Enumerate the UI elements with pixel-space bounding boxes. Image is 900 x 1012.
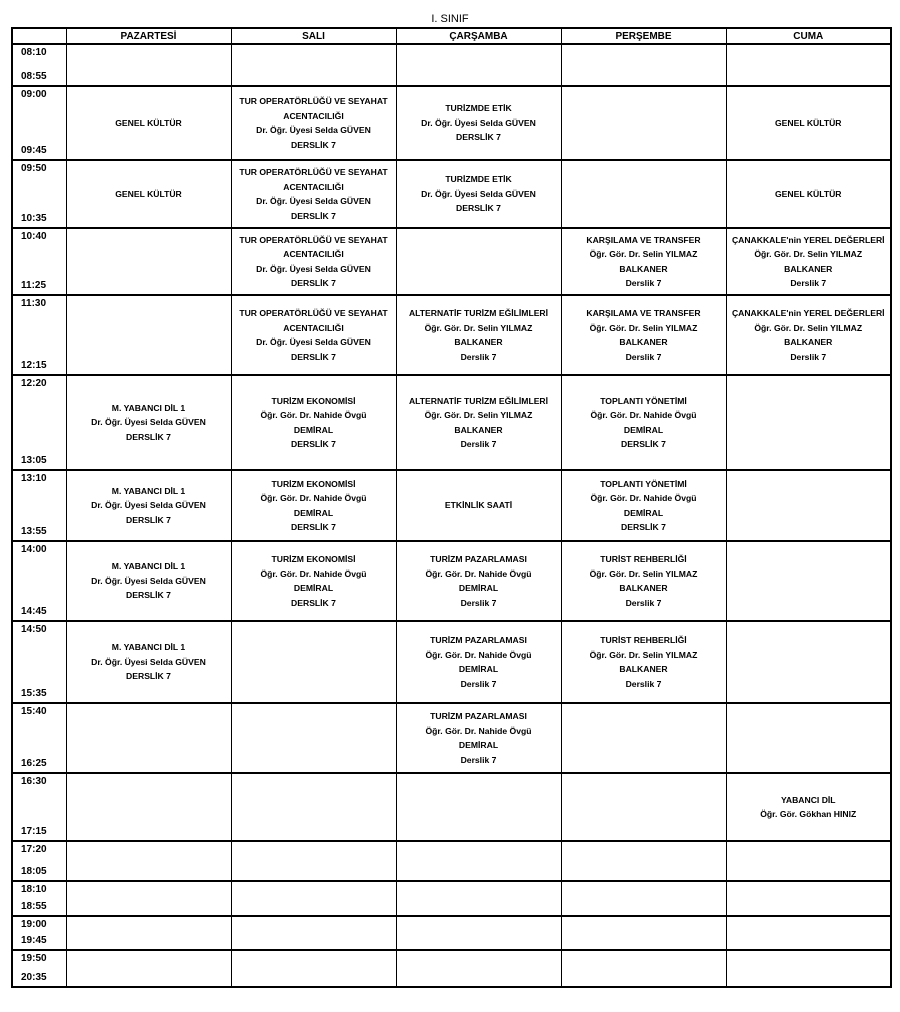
course-name: TURİST REHBERLİĞİ (600, 635, 687, 645)
time-slot (12, 160, 66, 228)
course-cell (561, 295, 726, 375)
course-cell (396, 86, 561, 160)
day-header: PERŞEMBE (561, 28, 726, 44)
course-name: ALTERNATİF TURİZM EĞİLİMLERİ (408, 308, 549, 318)
course-detail: DERSLİK 7 (126, 431, 171, 442)
slot-end-time: 14:45 (21, 606, 47, 617)
course-detail: DERSLİK 7 (291, 522, 336, 532)
slot-start-time: 18:10 (21, 884, 47, 895)
course-detail: Öğr. Gör. Dr. Selin YILMAZ (424, 410, 533, 420)
course-detail: ACENTACILIĞI (283, 181, 344, 192)
course-cell (231, 295, 396, 375)
table-row (12, 228, 891, 295)
time-slot (12, 541, 66, 621)
table-row (12, 916, 891, 950)
slot-start-time: 16:30 (21, 776, 47, 787)
course-name: TUR OPERATÖRLÜĞÜ VE SEYAHAT (239, 167, 388, 177)
slot-end-time: 18:05 (21, 866, 47, 877)
course-cell (396, 375, 561, 470)
course-cell (561, 375, 726, 470)
table-row (12, 703, 891, 773)
table-row (12, 160, 891, 228)
course-cell (66, 160, 231, 228)
course-name: ÇANAKKALE'nin YEREL DEĞERLERİ (731, 308, 885, 318)
time-column-header (12, 28, 66, 44)
course-name: ALTERNATİF TURİZM EĞİLİMLERİ (408, 395, 549, 406)
empty-cell (66, 950, 231, 987)
empty-cell (231, 773, 396, 841)
empty-cell (726, 470, 891, 541)
course-cell (231, 228, 396, 295)
course-detail: Dr. Öğr. Üyesi Selda GÜVEN (421, 188, 536, 199)
empty-cell (561, 86, 726, 160)
empty-cell (231, 44, 396, 86)
empty-cell (396, 773, 561, 841)
course-detail: Derslik 7 (790, 351, 827, 362)
empty-cell (726, 841, 891, 881)
course-detail: BALKANER (454, 424, 503, 435)
course-detail: BALKANER (619, 263, 668, 274)
time-slot (12, 44, 66, 86)
empty-cell (561, 703, 726, 773)
empty-cell (66, 916, 231, 950)
slot-start-time: 13:10 (21, 473, 47, 484)
course-cell (66, 375, 231, 470)
course-cell (726, 773, 891, 841)
course-detail: BALKANER (454, 337, 503, 347)
course-detail: DERSLİK 7 (126, 671, 171, 682)
empty-cell (66, 44, 231, 86)
course-name: TURİZM EKONOMİSİ (271, 554, 356, 564)
time-slot (12, 881, 66, 916)
time-slot (12, 950, 66, 987)
course-cell (726, 160, 891, 228)
course-name: TOPLANTI YÖNETİMİ (600, 478, 687, 489)
empty-cell (726, 703, 891, 773)
empty-cell (231, 916, 396, 950)
course-detail: Derslik 7 (460, 597, 497, 608)
slot-end-time: 08:55 (21, 71, 47, 82)
course-name: TURİZM PAZARLAMASI (430, 635, 527, 645)
time-slot (12, 916, 66, 950)
course-detail: Derslik 7 (625, 678, 662, 689)
course-detail: Derslik 7 (460, 678, 497, 689)
course-cell (396, 160, 561, 228)
header-row (12, 28, 891, 44)
empty-cell (561, 916, 726, 950)
empty-cell (66, 295, 231, 375)
course-detail: DERSLİK 7 (291, 597, 336, 608)
course-detail: DEMİRAL (623, 507, 664, 518)
time-slot (12, 86, 66, 160)
empty-cell (726, 881, 891, 916)
course-detail: BALKANER (784, 337, 833, 347)
empty-cell (561, 160, 726, 228)
empty-cell (396, 228, 561, 295)
empty-cell (231, 950, 396, 987)
course-name: YABANCI DİL (780, 794, 836, 805)
course-detail: DERSLİK 7 (291, 210, 336, 221)
course-detail: Dr. Öğr. Üyesi Selda GÜVEN (91, 656, 206, 667)
course-detail: Öğr. Gör. Dr. Selin YILMAZ (589, 322, 698, 333)
course-detail: Derslik 7 (460, 351, 497, 362)
empty-cell (396, 950, 561, 987)
time-slot (12, 703, 66, 773)
course-detail: Derslik 7 (790, 278, 827, 288)
empty-cell (726, 375, 891, 470)
slot-start-time: 14:00 (21, 544, 47, 555)
day-header: ÇARŞAMBA (396, 28, 561, 44)
course-detail: BALKANER (619, 583, 668, 593)
time-slot (12, 470, 66, 541)
schedule-table (11, 27, 892, 988)
course-cell (66, 541, 231, 621)
course-cell (561, 228, 726, 295)
table-row (12, 541, 891, 621)
empty-cell (66, 773, 231, 841)
course-detail: BALKANER (619, 337, 668, 347)
course-detail: DERSLİK 7 (456, 203, 501, 214)
course-name: TURİZMDE ETİK (445, 174, 512, 185)
course-cell (396, 295, 561, 375)
empty-cell (726, 621, 891, 703)
slot-end-time: 16:25 (21, 758, 47, 769)
course-cell (231, 86, 396, 160)
course-detail: DERSLİK 7 (291, 139, 336, 150)
course-detail: DEMİRAL (458, 740, 499, 750)
course-detail: Dr. Öğr. Üyesi Selda GÜVEN (91, 500, 206, 511)
course-detail: BALKANER (619, 664, 668, 674)
course-cell (561, 621, 726, 703)
course-detail: Öğr. Gör. Dr. Selin YILMAZ (589, 568, 698, 579)
course-name: TURİZM PAZARLAMASI (430, 711, 527, 721)
course-detail: BALKANER (784, 263, 833, 274)
course-name: GENEL KÜLTÜR (774, 117, 842, 128)
empty-cell (561, 841, 726, 881)
empty-cell (396, 881, 561, 916)
course-detail: Dr. Öğr. Üyesi Selda GÜVEN (421, 117, 536, 128)
empty-cell (396, 841, 561, 881)
course-name: TURİZM EKONOMİSİ (271, 478, 356, 489)
course-detail: DEMİRAL (293, 507, 334, 518)
course-detail: DERSLİK 7 (126, 590, 171, 601)
course-name: GENEL KÜLTÜR (115, 188, 182, 199)
course-detail: Derslik 7 (460, 439, 497, 449)
course-name: TOPLANTI YÖNETİMİ (600, 395, 687, 406)
empty-cell (561, 881, 726, 916)
course-detail: DERSLİK 7 (456, 132, 501, 143)
time-slot (12, 375, 66, 470)
course-detail: DEMİRAL (293, 424, 334, 435)
empty-cell (396, 916, 561, 950)
course-detail: DERSLİK 7 (126, 514, 171, 525)
slot-end-time: 19:45 (21, 935, 47, 946)
table-row (12, 295, 891, 375)
course-name: GENEL KÜLTÜR (115, 117, 182, 128)
course-detail: Öğr. Gör. Dr. Nahide Övgü (425, 568, 532, 579)
course-cell (561, 470, 726, 541)
table-row (12, 773, 891, 841)
empty-cell (396, 44, 561, 86)
slot-end-time: 13:05 (21, 455, 47, 466)
slot-end-time: 11:25 (21, 280, 47, 291)
page-title: I. SINIF (431, 13, 469, 25)
course-detail: Derslik 7 (460, 754, 497, 765)
slot-start-time: 09:50 (21, 163, 47, 174)
course-name: TURİZM EKONOMİSİ (271, 395, 356, 406)
course-detail: ACENTACILIĞI (283, 322, 344, 333)
course-detail: DEMİRAL (458, 583, 499, 593)
course-name: TUR OPERATÖRLÜĞÜ VE SEYAHAT (239, 96, 388, 106)
slot-end-time: 15:35 (21, 688, 47, 699)
time-slot (12, 621, 66, 703)
course-cell (231, 375, 396, 470)
course-detail: DERSLİK 7 (621, 439, 666, 449)
empty-cell (726, 541, 891, 621)
empty-cell (231, 881, 396, 916)
course-name: M. YABANCI DİL 1 (111, 402, 186, 413)
empty-cell (231, 703, 396, 773)
course-name: TURİZM PAZARLAMASI (430, 554, 527, 564)
time-slot (12, 228, 66, 295)
empty-cell (66, 881, 231, 916)
course-detail: Dr. Öğr. Üyesi Selda GÜVEN (256, 196, 371, 206)
course-cell (561, 541, 726, 621)
course-detail: DEMİRAL (458, 664, 499, 674)
course-cell (66, 86, 231, 160)
course-detail: Derslik 7 (625, 597, 662, 608)
course-detail: Dr. Öğr. Üyesi Selda GÜVEN (91, 417, 206, 428)
slot-end-time: 09:45 (21, 145, 47, 156)
empty-cell (726, 950, 891, 987)
course-cell (396, 621, 561, 703)
course-detail: Öğr. Gör. Dr. Nahide Övgü (425, 725, 532, 736)
course-name: TURİST REHBERLİĞİ (600, 554, 687, 564)
day-header: SALI (231, 28, 396, 44)
course-cell (726, 295, 891, 375)
course-detail: DERSLİK 7 (621, 522, 666, 532)
course-name: M. YABANCI DİL 1 (111, 642, 186, 653)
course-name: KARŞILAMA VE TRANSFER (586, 234, 701, 245)
slot-start-time: 19:50 (21, 953, 47, 964)
empty-cell (66, 703, 231, 773)
course-detail: Dr. Öğr. Üyesi Selda GÜVEN (256, 125, 371, 135)
slot-start-time: 17:20 (21, 844, 47, 855)
table-row (12, 86, 891, 160)
course-name: ETKİNLİK SAATİ (444, 500, 513, 511)
slot-start-time: 09:00 (21, 89, 47, 100)
slot-end-time: 13:55 (21, 526, 47, 537)
course-detail: Dr. Öğr. Üyesi Selda GÜVEN (91, 575, 206, 586)
slot-end-time: 10:35 (21, 213, 47, 224)
empty-cell (561, 44, 726, 86)
course-detail: Öğr. Gör. Dr. Selin YILMAZ (424, 322, 533, 333)
course-detail: Dr. Öğr. Üyesi Selda GÜVEN (256, 337, 371, 347)
slot-end-time: 18:55 (21, 901, 47, 912)
course-name: M. YABANCI DİL 1 (111, 561, 186, 572)
slot-start-time: 08:10 (21, 47, 47, 58)
slot-start-time: 12:20 (21, 378, 47, 389)
course-detail: Derslik 7 (625, 278, 662, 288)
course-cell (231, 470, 396, 541)
empty-cell (231, 621, 396, 703)
course-detail: Öğr. Gör. Dr. Selin YILMAZ (754, 322, 863, 333)
course-detail: Öğr. Gör. Dr. Nahide Övgü (260, 410, 367, 420)
course-name: TURİZMDE ETİK (445, 103, 512, 114)
empty-cell (726, 916, 891, 950)
table-row (12, 621, 891, 703)
course-detail: Öğr. Gör. Dr. Selin YILMAZ (589, 649, 698, 660)
course-detail: Öğr. Gör. Dr. Nahide Övgü (590, 410, 697, 420)
table-row (12, 44, 891, 86)
empty-cell (231, 841, 396, 881)
course-detail: DERSLİK 7 (291, 439, 336, 449)
course-cell (396, 703, 561, 773)
course-name: GENEL KÜLTÜR (774, 188, 842, 199)
course-cell (66, 470, 231, 541)
day-header: CUMA (726, 28, 891, 44)
course-name: TUR OPERATÖRLÜĞÜ VE SEYAHAT (239, 234, 388, 245)
time-slot (12, 841, 66, 881)
time-slot (12, 295, 66, 375)
course-detail: Öğr. Gör. Dr. Nahide Övgü (425, 649, 532, 660)
table-row (12, 375, 891, 470)
course-detail: DEMİRAL (623, 424, 664, 435)
course-name: TUR OPERATÖRLÜĞÜ VE SEYAHAT (239, 308, 388, 318)
empty-cell (66, 228, 231, 295)
course-cell (396, 470, 561, 541)
slot-end-time: 12:15 (21, 360, 47, 371)
course-cell (726, 228, 891, 295)
table-row (12, 841, 891, 881)
table-row (12, 470, 891, 541)
course-detail: ACENTACILIĞI (283, 110, 344, 121)
schedule-body (12, 44, 891, 987)
slot-start-time: 15:40 (21, 706, 47, 717)
course-name: KARŞILAMA VE TRANSFER (586, 308, 701, 318)
course-detail: Öğr. Gör. Dr. Selin YILMAZ (754, 249, 863, 259)
course-detail: Öğr. Gör. Dr. Selin YILMAZ (589, 249, 698, 259)
course-cell (66, 621, 231, 703)
course-name: M. YABANCI DİL 1 (111, 485, 186, 496)
empty-cell (66, 841, 231, 881)
slot-start-time: 14:50 (21, 624, 47, 635)
course-name: ÇANAKKALE'nin YEREL DEĞERLERİ (731, 234, 885, 245)
course-detail: DERSLİK 7 (291, 278, 336, 288)
course-cell (231, 541, 396, 621)
course-detail: DEMİRAL (293, 583, 334, 593)
empty-cell (561, 950, 726, 987)
table-row (12, 950, 891, 987)
course-cell (396, 541, 561, 621)
slot-start-time: 10:40 (21, 231, 47, 242)
course-detail: Öğr. Gör. Dr. Nahide Övgü (260, 493, 367, 503)
slot-end-time: 17:15 (21, 826, 47, 837)
course-cell (231, 160, 396, 228)
time-slot (12, 773, 66, 841)
slot-end-time: 20:35 (21, 972, 47, 983)
slot-start-time: 19:00 (21, 919, 47, 930)
table-row (12, 881, 891, 916)
day-header: PAZARTESİ (66, 28, 231, 44)
course-cell (726, 86, 891, 160)
slot-start-time: 11:30 (21, 298, 47, 309)
course-detail: Derslik 7 (625, 351, 662, 362)
course-detail: Öğr. Gör. Dr. Nahide Övgü (260, 568, 367, 579)
empty-cell (561, 773, 726, 841)
course-detail: ACENTACILIĞI (283, 249, 344, 259)
course-detail: DERSLİK 7 (291, 351, 336, 362)
course-detail: Öğr. Gör. Gökhan HINIZ (760, 809, 857, 819)
empty-cell (726, 44, 891, 86)
course-detail: Dr. Öğr. Üyesi Selda GÜVEN (256, 263, 371, 274)
course-detail: Öğr. Gör. Dr. Nahide Övgü (590, 493, 697, 503)
